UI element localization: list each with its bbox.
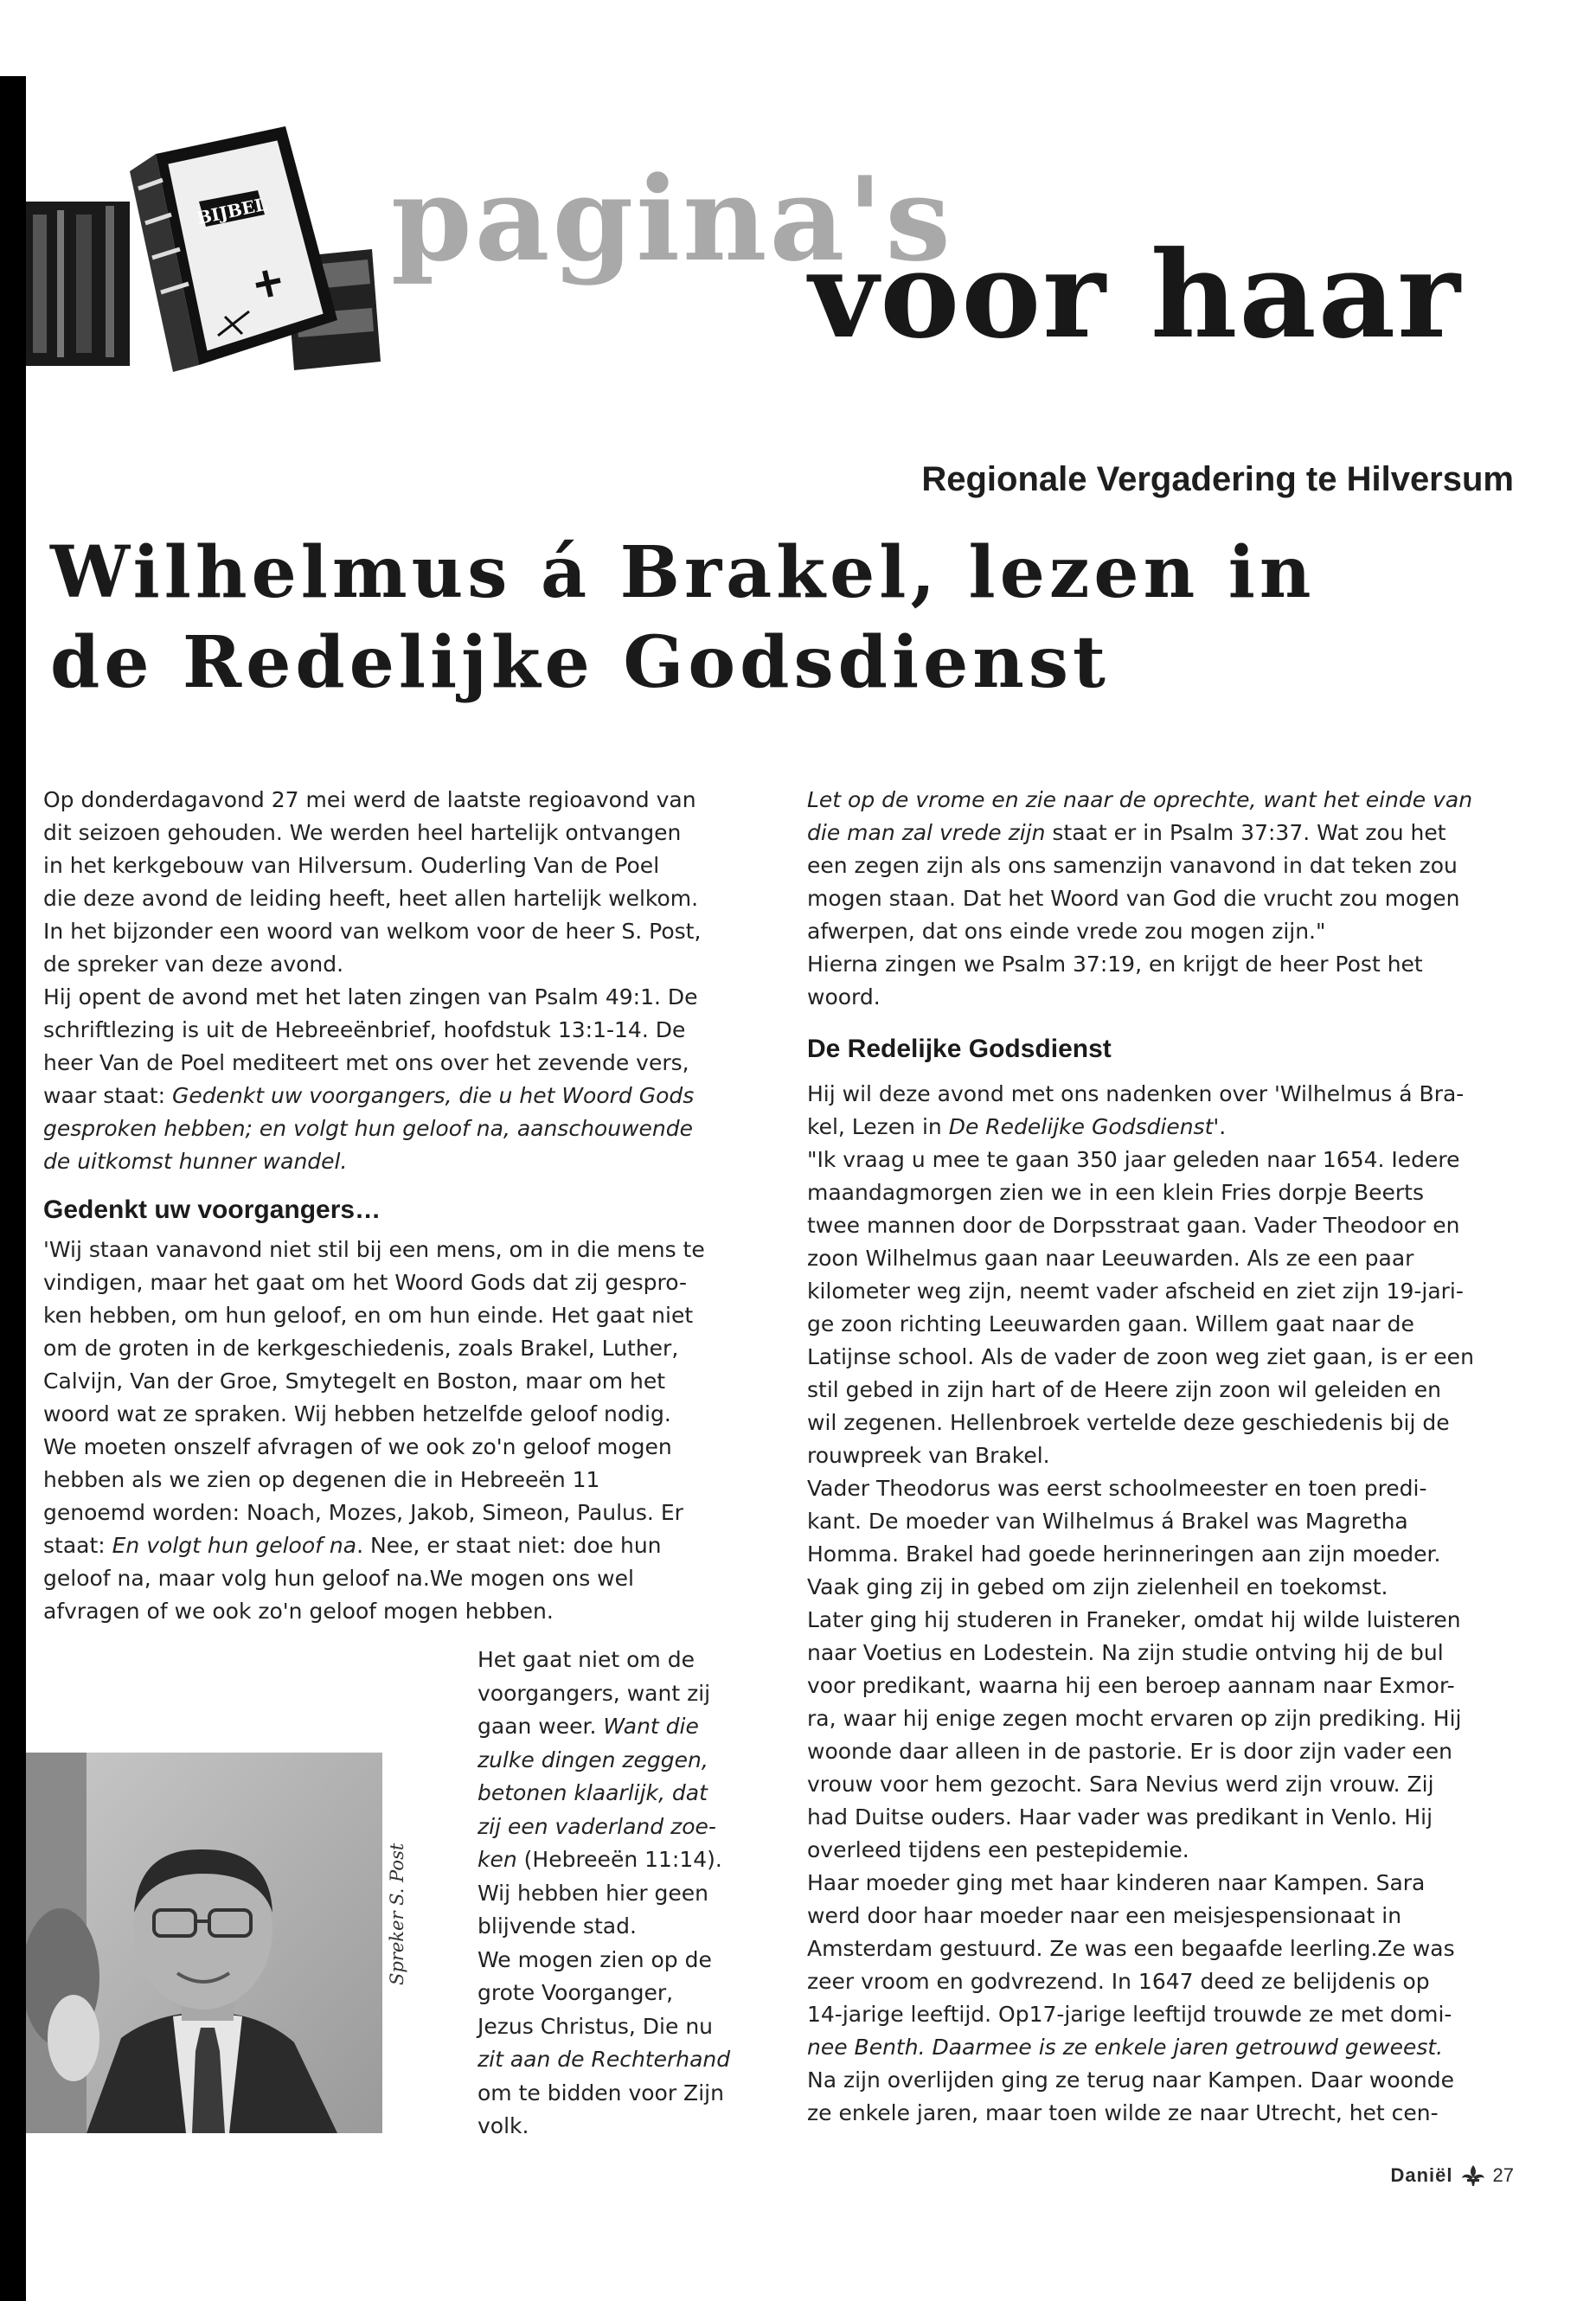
quote-line: zulke dingen zeggen, bbox=[478, 1747, 708, 1772]
subheading-gedenkt: Gedenkt uw voorgangers… bbox=[43, 1195, 381, 1224]
section-title-line2: voor haar bbox=[809, 224, 1462, 365]
text-line: Latijnse school. Als de vader de zoon weg ziet gaan, is er een bbox=[807, 1344, 1474, 1369]
quote-run: Want die bbox=[603, 1714, 699, 1739]
text-line: twee mannen door de Dorpsstraat gaan. Vader Theodoor en bbox=[807, 1213, 1460, 1238]
text-line bbox=[43, 1529, 761, 1562]
text-line: werd door haar moeder naar een meisjespensionaat in bbox=[807, 1903, 1402, 1928]
text-line: dit seizoen gehouden. We werden heel hartelijk ontvangen bbox=[43, 820, 682, 845]
quote-run: Gedenkt uw voorgangers, die u het Woord Gods bbox=[171, 1083, 695, 1108]
article-title-line: Wilhelmus á Brakel, lezen in bbox=[50, 531, 1316, 614]
text-line: Calvijn, Van der Groe, Smytegelt en Boston, maar om het bbox=[43, 1368, 666, 1394]
text-line: naar Voetius en Lodestein. Na zijn studie ontving hij de bul bbox=[807, 1640, 1444, 1665]
quote-line: gesproken hebben; en volgt hun geloof na, aanschouwende bbox=[43, 1116, 693, 1141]
text-line: Later ging hij studeren in Franeker, omdat hij wilde luisteren bbox=[807, 1607, 1461, 1632]
text-line: vrouw voor hem gezocht. Sara Nevius werd zijn vrouw. Zij bbox=[807, 1772, 1434, 1797]
text-line: 14-jarige leeftijd. Op17-jarige leeftijd trouwde ze met domi- bbox=[807, 2002, 1452, 2027]
text-run: . Nee, er staat niet: doe hun bbox=[356, 1533, 662, 1558]
text-line: ge zoon richting Leeuwarden gaan. Willem gaat naar de bbox=[807, 1311, 1414, 1336]
intro-paragraph bbox=[43, 784, 761, 981]
text-line: volk. bbox=[478, 2113, 529, 2138]
text-line: Haar moeder ging met haar kinderen naar Kampen. Sara bbox=[807, 1870, 1426, 1895]
text-line: vindigen, maar het gaat om het Woord Gods dat zij gespro- bbox=[43, 1270, 687, 1295]
text-run: staat: bbox=[43, 1533, 112, 1558]
text-line: Hij wil deze avond met ons nadenken over 'Wilhelmus á Bra- bbox=[807, 1081, 1465, 1106]
text-line: Hij opent de avond met het laten zingen van Psalm 49:1. De bbox=[43, 984, 698, 1009]
text-line: schriftlezing is uit de Hebreeënbrief, hoofdstuk 13:1-14. De bbox=[43, 1017, 686, 1042]
text-line: genoemd worden: Noach, Mozes, Jakob, Simeon, Paulus. Er bbox=[43, 1500, 683, 1525]
quote-run: De Redelijke Godsdienst bbox=[948, 1114, 1214, 1139]
text-line: 'Wij staan vanavond niet stil bij een mens, om in die mens te bbox=[43, 1237, 705, 1262]
narrow-column bbox=[478, 1644, 763, 2144]
text-line: om de groten in de kerkgeschiedenis, zoals Brakel, Luther, bbox=[43, 1336, 679, 1361]
text-run: waar staat: bbox=[43, 1083, 172, 1108]
text-line: hebben als we zien op degenen die in Hebreeën 11 bbox=[43, 1467, 600, 1492]
text-run: gaan weer. bbox=[478, 1714, 604, 1739]
bible-books-illustration bbox=[26, 119, 389, 379]
publication-name: Daniël bbox=[1390, 2164, 1453, 2186]
text-line: woord. bbox=[807, 984, 881, 1009]
text-line: had Duitse ouders. Haar vader was predikant in Venlo. Hij bbox=[807, 1804, 1433, 1830]
quote-run: ken bbox=[478, 1847, 517, 1872]
text-line bbox=[43, 1080, 761, 1112]
text-line: zeer vroom en godvrezend. In 1647 deed ze belijdenis op bbox=[807, 1969, 1430, 1994]
text-line: om te bidden voor Zijn bbox=[478, 2080, 724, 2106]
text-line: blijvende stad. bbox=[478, 1913, 637, 1939]
text-line: kant. De moeder van Wilhelmus á Brakel was Magretha bbox=[807, 1509, 1408, 1534]
text-run: '. bbox=[1213, 1114, 1227, 1139]
text-line: ze enkele jaren, maar toen wilde ze naar Utrecht, het cen- bbox=[807, 2100, 1439, 2125]
article-title-line: de Redelijke Godsdienst bbox=[50, 621, 1110, 704]
text-line: in het kerkgebouw van Hilversum. Ouderling Van de Poel bbox=[43, 853, 660, 878]
text-line: geloof na, maar volg hun geloof na.We mogen ons wel bbox=[43, 1566, 634, 1591]
text-line: In het bijzonder een woord van welkom voor de heer S. Post, bbox=[43, 919, 702, 944]
text-line: die deze avond de leiding heeft, heet allen hartelijk welkom. bbox=[43, 886, 699, 911]
text-line: woonde daar alleen in de pastorie. Er is door zijn vader een bbox=[807, 1739, 1452, 1764]
subheading-redelijke-godsdienst: De Redelijke Godsdienst bbox=[807, 1035, 1112, 1063]
text-line: Vaak ging zij in gebed om zijn zielenheil en toekomst. bbox=[807, 1574, 1388, 1599]
fleur-de-lis-icon bbox=[1460, 2164, 1486, 2187]
speech-paragraph bbox=[807, 1078, 1516, 1144]
speaker-photo bbox=[26, 1753, 382, 2133]
text-line: ra, waar hij enige zegen mocht ervaren op zijn prediking. Hij bbox=[807, 1706, 1462, 1731]
text-run: (Hebreeën 11:14). bbox=[516, 1847, 722, 1872]
text-line: kilometer weg zijn, neemt vader afscheid en ziet zijn 19-jari- bbox=[807, 1279, 1464, 1304]
text-line bbox=[478, 1843, 763, 1877]
text-line: stil gebed in zijn hart of de Heere zijn zoon wil geleiden en bbox=[807, 1377, 1441, 1402]
text-line: Wij hebben hier geen bbox=[478, 1880, 709, 1906]
photo-caption: Spreker S. Post bbox=[387, 1843, 407, 1985]
text-line bbox=[807, 1111, 1516, 1144]
text-line: woord wat ze spraken. Wij hebben hetzelfde geloof nodig. bbox=[43, 1401, 671, 1426]
text-line bbox=[807, 817, 1516, 849]
text-line: Homma. Brakel had goede herinneringen aan zijn moeder. bbox=[807, 1541, 1441, 1567]
opening-paragraph bbox=[43, 981, 761, 1178]
text-line: Het gaat niet om de bbox=[478, 1647, 695, 1672]
svg-text:BIJBEL: BIJBEL bbox=[195, 193, 269, 229]
text-line: Hierna zingen we Psalm 37:19, en krijgt de heer Post het bbox=[807, 952, 1423, 977]
article-title bbox=[50, 528, 1538, 708]
text-line: maandagmorgen zien we in een klein Fries dorpje Beerts bbox=[807, 1180, 1425, 1205]
story-paragraph bbox=[807, 1144, 1516, 1472]
text-line: afwerpen, dat ons einde vrede zou mogen zijn." bbox=[807, 919, 1326, 944]
quote-run: En volgt hun geloof na bbox=[112, 1533, 357, 1558]
text-line: afvragen of we ook zo'n geloof mogen hebben. bbox=[43, 1599, 554, 1624]
text-line: ken hebben, om hun geloof, en om hun einde. Het gaat niet bbox=[43, 1303, 694, 1328]
text-line: rouwpreek van Brakel. bbox=[807, 1443, 1050, 1468]
text-run: staat er in Psalm 37:37. Wat zou het bbox=[1045, 820, 1446, 845]
text-line: We moeten onszelf afvragen of we ook zo'n geloof mogen bbox=[43, 1434, 672, 1459]
text-line: We mogen zien op de bbox=[478, 1946, 712, 1972]
text-line: Amsterdam gestuurd. Ze was een begaafde leerling.Ze was bbox=[807, 1936, 1455, 1961]
text-line: heer Van de Poel mediteert met ons over het zevende vers, bbox=[43, 1050, 689, 1075]
quote-run: die man zal vrede zijn bbox=[807, 820, 1046, 845]
scan-edge bbox=[0, 76, 26, 2301]
section-title-line1: pagina's bbox=[391, 151, 953, 287]
text-line: Vader Theodorus was eerst schoolmeester en toen predi- bbox=[807, 1476, 1427, 1501]
text-line: "Ik vraag u mee te gaan 350 jaar geleden naar 1654. Iedere bbox=[807, 1147, 1460, 1172]
page-number: 27 bbox=[1492, 2164, 1514, 2186]
quote-line: zit aan de Rechterhand bbox=[478, 2047, 731, 2072]
family-paragraph bbox=[807, 1472, 1516, 1867]
text-line: grote Voorganger, bbox=[478, 1980, 674, 2005]
text-line: wil zegenen. Hellenbroek vertelde deze geschiedenis bij de bbox=[807, 1410, 1450, 1435]
quote-line: Let op de vrome en zie naar de oprechte, want het einde van bbox=[807, 787, 1473, 812]
text-line: de spreker van deze avond. bbox=[43, 952, 344, 977]
quote-line: nee Benth. Daarmee is ze enkele jaren getrouwd geweest. bbox=[807, 2035, 1444, 2060]
sara-paragraph bbox=[807, 1867, 1516, 2130]
sermon-paragraph bbox=[43, 1234, 761, 1628]
page-footer bbox=[1390, 2164, 1514, 2187]
quote-line: de uitkomst hunner wandel. bbox=[43, 1149, 348, 1174]
left-column bbox=[43, 784, 761, 1628]
text-line: voorgangers, want zij bbox=[478, 1680, 711, 1706]
text-line: Jezus Christus, Die nu bbox=[478, 2013, 714, 2039]
right-column bbox=[807, 784, 1516, 2130]
text-run: kel, Lezen in bbox=[807, 1114, 949, 1139]
transition-paragraph bbox=[807, 948, 1516, 1014]
text-line bbox=[478, 1710, 763, 1744]
text-line: een zegen zijn als ons samenzijn vanavond in dat teken zou bbox=[807, 853, 1458, 878]
quote-line: zij een vaderland zoe- bbox=[478, 1813, 716, 1839]
quote-line: betonen klaarlijk, dat bbox=[478, 1780, 708, 1805]
text-line: voor predikant, waarna hij een beroep aannam naar Exmor- bbox=[807, 1673, 1455, 1698]
psalm-paragraph bbox=[807, 784, 1516, 948]
text-line: zoon Wilhelmus gaan naar Leeuwarden. Als ze een paar bbox=[807, 1246, 1414, 1271]
text-line: overleed tijdens een pestepidemie. bbox=[807, 1837, 1189, 1862]
text-line: mogen staan. Dat het Woord van God die vrucht zou mogen bbox=[807, 886, 1460, 911]
text-line: Na zijn overlijden ging ze terug naar Kampen. Daar woonde bbox=[807, 2067, 1455, 2093]
article-kicker: Regionale Vergadering te Hilversum bbox=[921, 460, 1514, 498]
text-line: Op donderdagavond 27 mei werd de laatste regioavond van bbox=[43, 787, 696, 812]
